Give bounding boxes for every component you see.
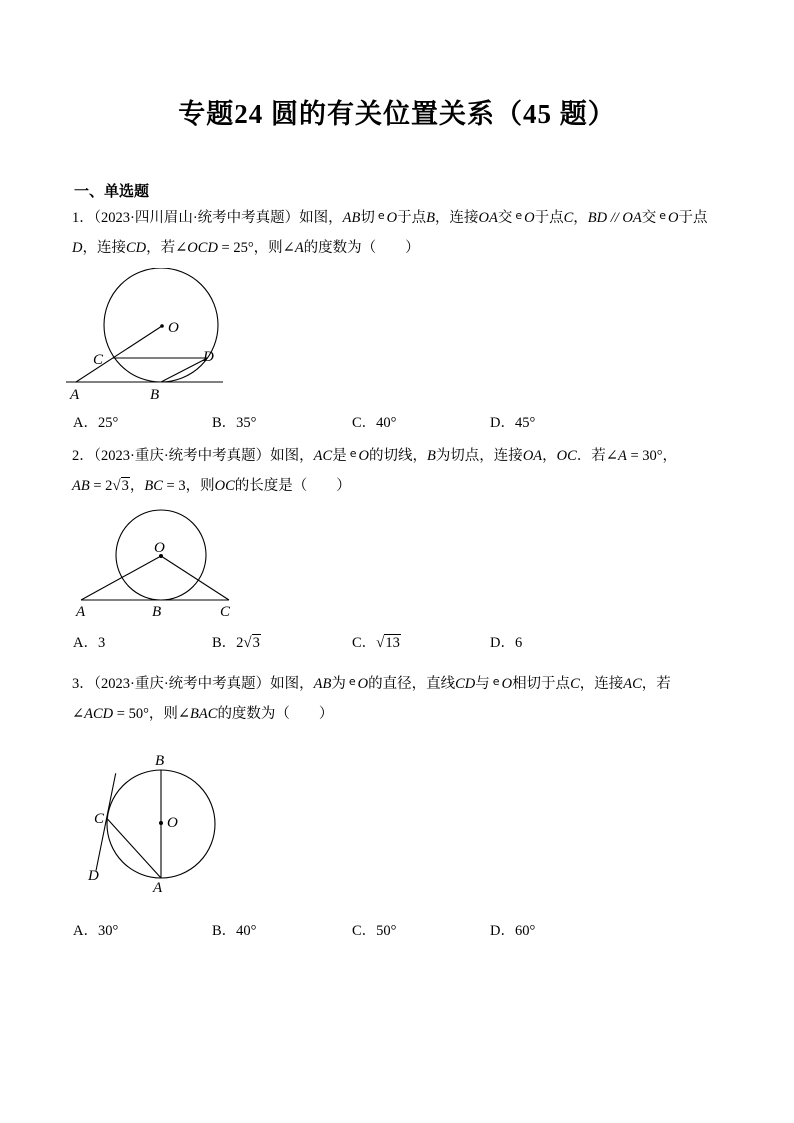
figure-question-1: [60, 268, 240, 404]
text-run: 的切线，: [368, 448, 427, 464]
text-run: 40°: [236, 923, 257, 939]
text-run: 35°: [236, 415, 257, 431]
text-run: 为切点，连接: [435, 448, 523, 464]
text-run: ，: [129, 478, 145, 494]
math-variable: OC: [556, 448, 577, 464]
text-run: ，: [542, 448, 557, 464]
math-variable: CD: [125, 240, 147, 256]
point-label-O: O: [167, 815, 178, 831]
text-run: 3: [97, 635, 106, 651]
question-1-option-a: A．25°: [73, 415, 119, 431]
text-run: 于点: [397, 210, 427, 226]
point-label-O: O: [154, 540, 165, 556]
line-AO: [76, 326, 162, 382]
text-run: = 30°，: [626, 448, 678, 464]
math-variable: ACD: [84, 706, 114, 722]
question-2-option-a: A．3: [73, 635, 106, 651]
text-run: = 50°，则∠: [113, 706, 191, 722]
question-1-option-b: B．35°: [212, 415, 257, 431]
question-3-stem-line-2: [72, 698, 752, 730]
text-run: 3．（2023·重庆·统考中考真题）如图，: [72, 676, 314, 692]
text-run: 2．（2023·重庆·统考中考真题）如图，: [72, 448, 314, 464]
question-2-option-c: C．√13: [352, 635, 400, 651]
math-variable: AB: [313, 676, 332, 692]
point-label-A: A: [76, 604, 86, 620]
question-2-option-b: B．2√3: [212, 635, 260, 651]
question-2-stem-line-1: [72, 438, 752, 470]
text-run: = 2: [89, 478, 113, 494]
math-variable: CD: [455, 676, 476, 692]
text-run: 相切于点: [512, 676, 571, 692]
circle-symbol: $^e$ O: [348, 675, 369, 692]
text-run: 交: [497, 210, 513, 226]
question-1-options: [0, 407, 794, 439]
text-run: 1．（2023·四川眉山·统考中考真题）如图，: [72, 210, 343, 226]
math-variable: AC: [623, 676, 642, 692]
center-dot-O: [159, 821, 163, 825]
line-CA: [108, 819, 161, 878]
text-run: 40°: [376, 415, 397, 431]
text-run: 交: [641, 210, 657, 226]
text-run: 为: [331, 676, 346, 692]
circle-symbol: $^e$ O: [515, 209, 535, 226]
text-run: 2: [236, 635, 244, 651]
question-3-option-a: A．30°: [73, 923, 119, 939]
center-dot-O: [160, 324, 164, 328]
math-variable: BAC: [190, 706, 218, 722]
question-1-stem-line-1: [72, 200, 752, 232]
circle-symbol: $^e$ O: [492, 675, 513, 692]
math-variable: B: [426, 448, 436, 464]
section-heading: 一、单选题: [74, 184, 150, 200]
text-run: ，若∠: [146, 240, 188, 256]
question-3-option-d: D．60°: [490, 923, 536, 939]
text-run: 是: [332, 448, 347, 464]
question-3-option-b: B．40°: [212, 923, 257, 939]
sqrt-radical: √13: [376, 635, 400, 651]
text-run: ．若∠: [576, 448, 618, 464]
text-run: 于点: [678, 210, 708, 226]
question-1-stem-line-2: [72, 232, 752, 264]
math-variable: OC: [214, 478, 235, 494]
question-2-options: [0, 627, 794, 659]
text-run: 的直径，直线: [368, 676, 456, 692]
text-run: = 3，则: [162, 478, 215, 494]
text-run: 与: [475, 676, 490, 692]
point-label-D: D: [88, 868, 99, 884]
point-label-C: C: [220, 604, 231, 620]
text-run: ∠: [72, 706, 85, 722]
question-2-stem: [72, 438, 752, 502]
line-BD: [161, 358, 208, 382]
math-variable: AB: [342, 210, 361, 226]
text-run: 的度数为（ ）: [217, 706, 334, 722]
question-1-stem: [72, 200, 752, 264]
question-3-option-c: C．50°: [352, 923, 397, 939]
figure-question-2: [70, 500, 235, 622]
question-3-stem-line-1: [72, 666, 752, 698]
math-variable: D: [72, 240, 83, 256]
text-run: 45°: [514, 415, 536, 431]
point-label-B: B: [152, 604, 162, 620]
math-variable: OA: [522, 448, 543, 464]
question-2-stem-line-2: [72, 470, 752, 502]
math-variable: A: [294, 240, 304, 256]
text-run: ，: [573, 210, 588, 226]
text-run: ，若: [641, 676, 671, 692]
page-title: 专题24 圆的有关位置关系（45 题）: [178, 99, 616, 129]
math-variable: OCD: [187, 240, 218, 256]
point-label-O: O: [168, 320, 179, 336]
point-label-D: D: [203, 349, 214, 365]
text-run: 25°: [97, 415, 119, 431]
text-run: 30°: [97, 923, 119, 939]
text-run: 50°: [376, 923, 397, 939]
sqrt-radical: √3: [112, 478, 129, 494]
math-variable: A: [617, 448, 627, 464]
math-variable: AC: [313, 448, 333, 464]
math-variable: BD // OA: [587, 210, 642, 226]
point-label-C: C: [93, 352, 104, 368]
point-label-A: A: [70, 387, 80, 403]
text-run: 的长度是（ ）: [234, 478, 351, 494]
text-run: = 25°，则∠: [217, 240, 295, 256]
circle-symbol: $^e$ O: [377, 209, 398, 226]
point-label-B: B: [155, 753, 165, 769]
text-run: 于点: [534, 210, 564, 226]
line-OA: [81, 556, 161, 600]
figure-question-3: [85, 745, 225, 897]
line-OC: [161, 556, 229, 600]
question-3-stem: [72, 666, 752, 730]
point-label-C: C: [94, 811, 105, 827]
question-3-options: [0, 915, 794, 947]
circle-symbol: $^e$ O: [349, 447, 369, 464]
text-run: 6: [514, 635, 523, 651]
text-run: ，连接: [579, 676, 624, 692]
math-variable: C: [563, 210, 574, 226]
point-label-B: B: [150, 387, 160, 403]
math-variable: C: [570, 676, 580, 692]
text-run: ，连接: [435, 210, 479, 226]
point-label-A: A: [153, 880, 163, 896]
math-variable: AB: [72, 478, 90, 494]
question-1-option-c: C．40°: [352, 415, 397, 431]
text-run: 60°: [514, 923, 536, 939]
math-variable: B: [426, 210, 435, 226]
text-run: 切: [360, 210, 375, 226]
math-variable: OA: [478, 210, 498, 226]
question-2-option-d: D．6: [490, 635, 523, 651]
circle-symbol: $^e$ O: [659, 209, 679, 226]
math-variable: BC: [144, 478, 163, 494]
text-run: ，连接: [82, 240, 126, 256]
question-1-option-d: D．45°: [490, 415, 536, 431]
text-run: 的度数为（ ）: [303, 240, 420, 256]
sqrt-radical: √3: [243, 635, 260, 651]
